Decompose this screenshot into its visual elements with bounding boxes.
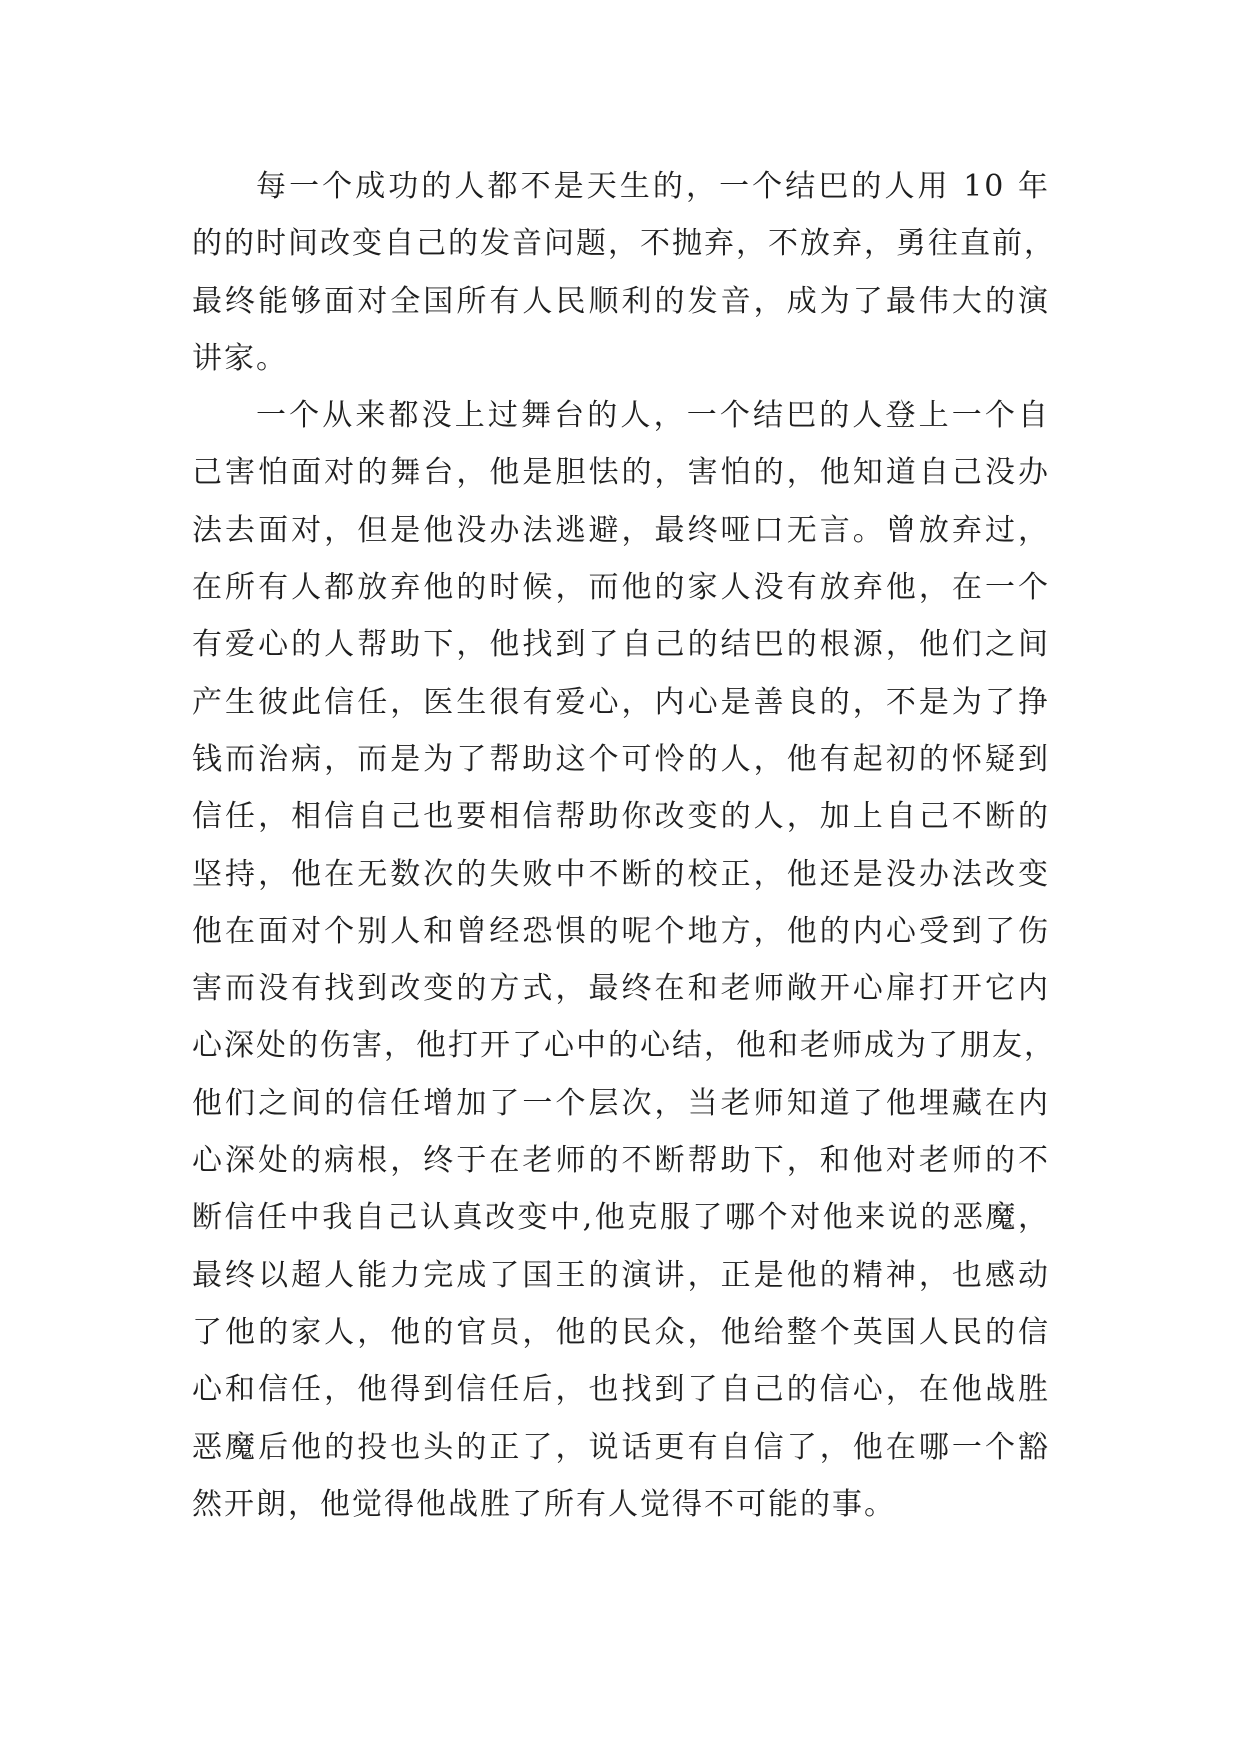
paragraph-2-line-18: 心和信任，他得到信任后，也找到了自己的信心，在他战胜 <box>192 1372 1050 1408</box>
paragraph-2-line-3: 法去面对，但是他没办法逃避，最终哑口无言。曾放弃过， <box>192 512 1050 548</box>
paragraph-2-line-12: 心深处的伤害，他打开了心中的心结，他和老师成为了朋友， <box>192 1028 1056 1064</box>
paragraph-2-line-19: 恶魔后他的投也头的正了，说话更有自信了，他在哪一个豁 <box>192 1429 1050 1465</box>
paragraph-2 <box>192 387 1056 1533</box>
paragraph-2-line-6: 产生彼此信任，医生很有爱心，内心是善良的，不是为了挣 <box>192 684 1050 720</box>
paragraph-1-line-4: 讲家。 <box>192 340 288 376</box>
paragraph-2-line-8: 信任，相信自己也要相信帮助你改变的人，加上自己不断的 <box>192 799 1050 835</box>
paragraph-2-line-2: 己害怕面对的舞台，他是胆怯的，害怕的，他知道自己没办 <box>192 455 1050 491</box>
document-body <box>192 158 1056 1533</box>
paragraph-2-line-17: 了他的家人，他的官员，他的民众，他给整个英国人民的信 <box>192 1314 1050 1350</box>
paragraph-2-line-1: 一个从来都没上过舞台的人，一个结巴的人登上一个自 <box>256 398 1050 434</box>
paragraph-2-line-9: 坚持，他在无数次的失败中不断的校正，他还是没办法改变 <box>192 856 1050 892</box>
paragraph-2-line-16: 最终以超人能力完成了国王的演讲，正是他的精神，也感动 <box>192 1257 1050 1293</box>
paragraph-2-line-10: 他在面对个别人和曾经恐惧的呢个地方，他的内心受到了伤 <box>192 913 1050 949</box>
paragraph-1-line-3: 最终能够面对全国所有人民顺利的发音，成为了最伟大的演 <box>192 283 1050 319</box>
paragraph-1-line-2: 的的时间改变自己的发音问题，不抛弃，不放弃，勇往直前， <box>192 226 1056 262</box>
paragraph-2-line-14: 心深处的病根，终于在老师的不断帮助下，和他对老师的不 <box>192 1143 1050 1179</box>
paragraph-2-line-5: 有爱心的人帮助下，他找到了自己的结巴的根源，他们之间 <box>192 627 1050 663</box>
paragraph-2-line-20: 然开朗，他觉得他战胜了所有人觉得不可能的事。 <box>192 1486 896 1522</box>
paragraph-2-line-4: 在所有人都放弃他的时候，而他的家人没有放弃他，在一个 <box>192 570 1050 606</box>
paragraph-1-line-1: 每一个成功的人都不是天生的，一个结巴的人用 10 年 <box>256 169 1050 204</box>
paragraph-2-line-13: 他们之间的信任增加了一个层次，当老师知道了他埋藏在内 <box>192 1085 1050 1121</box>
paragraph-2-line-11: 害而没有找到改变的方式，最终在和老师敞开心扉打开它内 <box>192 971 1050 1007</box>
paragraph-2-line-7: 钱而治病，而是为了帮助这个可怜的人，他有起初的怀疑到 <box>192 741 1050 777</box>
paragraph-1 <box>192 158 1056 387</box>
paragraph-2-line-15: 断信任中我自己认真改变中,他克服了哪个对他来说的恶魔， <box>192 1200 1050 1236</box>
